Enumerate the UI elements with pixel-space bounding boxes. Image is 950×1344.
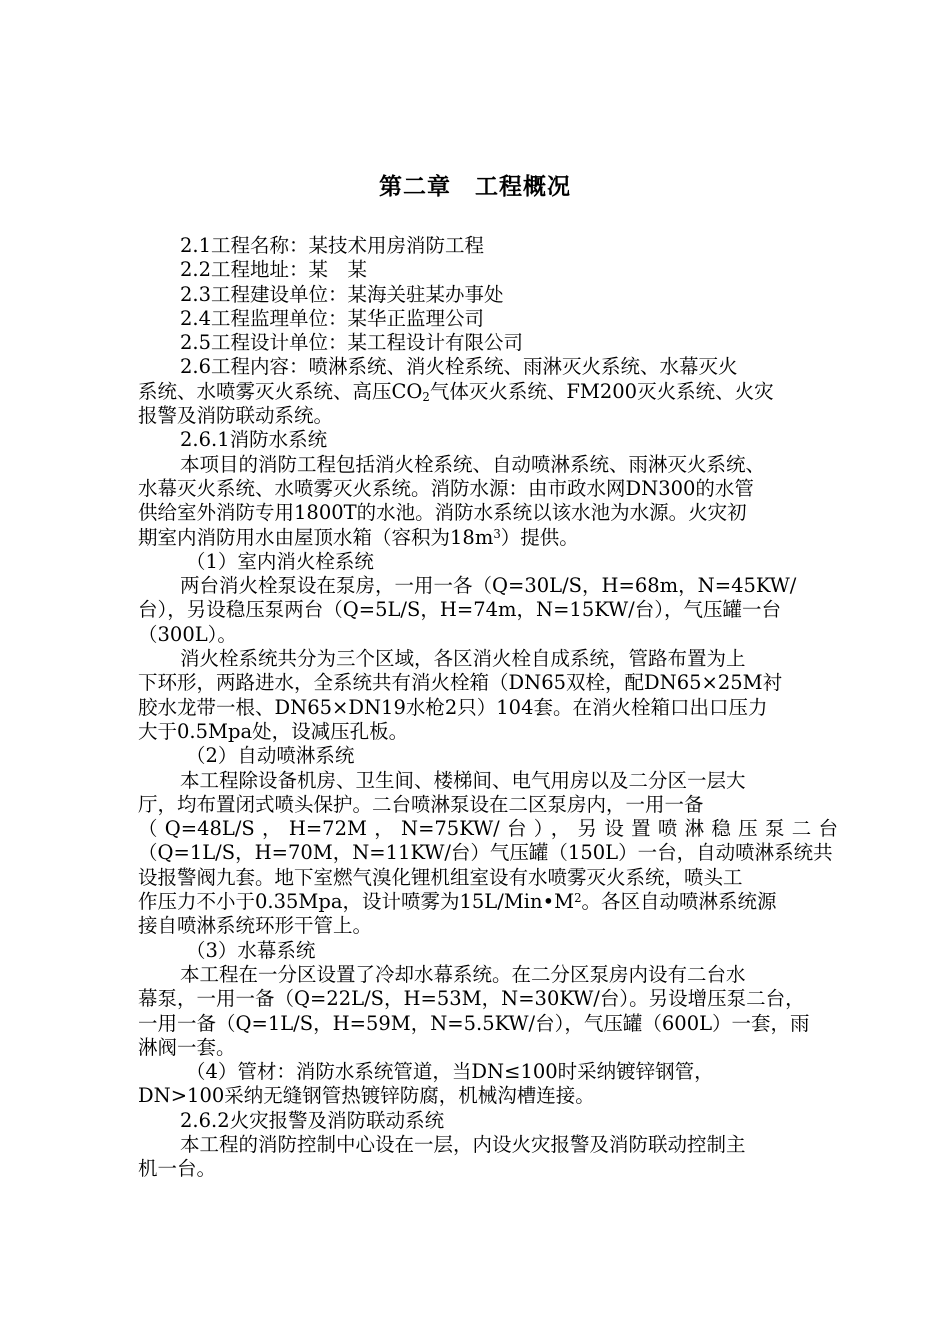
text-line: 下环形，两路进水，全系统共有消火栓箱（DN65双栓，配DN65×25M衬	[138, 671, 783, 695]
text-line: 设报警阀九套。地下室燃气溴化锂机组室设有水喷雾灭火系统，喷头工	[138, 865, 743, 889]
text-line: 2.2工程地址：某 某	[180, 258, 368, 282]
text-line: 2.6工程内容：喷淋系统、消火栓系统、雨淋灭火系统、水幕灭火	[180, 355, 738, 379]
text-line: 供给室外消防专用1800T的水池。消防水系统以该水池为水源。火灾初	[138, 501, 747, 525]
chapter-title: 第二章 工程概况	[379, 174, 571, 200]
text-span: 期室内消防用水由屋顶水箱（容积为18m	[138, 525, 494, 549]
text-line: （4）管材：消防水系统管道，当DN≤100时采纳镀锌钢管，	[186, 1060, 714, 1084]
text-span: ）提供。	[500, 525, 579, 549]
text-line: 幕泵，一用一备（Q=22L/S，H=53M，N=30KW/台）。另设增压泵二台，	[138, 987, 805, 1011]
text-line	[138, 526, 838, 550]
text-line: （300L）。	[138, 622, 237, 646]
text-line: （1）室内消火栓系统	[186, 549, 374, 573]
text-line: （2）自动喷淋系统	[186, 744, 355, 768]
text-line: 一用一备（Q=1L/S，H=59M，N=5.5KW/台），气压罐（600L）一套，雨	[138, 1011, 810, 1035]
text-line: 本工程除设备机房、卫生间、楼梯间、电气用房以及二分区一层大	[180, 768, 746, 792]
text-line: 台），另设稳压泵两台（Q=5L/S，H=74m，N=15KW/台），气压罐一台	[138, 598, 781, 622]
text-line: 消火栓系统共分为三个区域，各区消火栓自成系统，管路布置为上	[180, 647, 746, 671]
text-line	[138, 380, 838, 404]
text-line: 机一台。	[138, 1157, 217, 1181]
text-line: 2.5工程设计单位：某工程设计有限公司	[180, 331, 524, 355]
text-line: 胶水龙带一根、DN65×DN19水枪2只）104套。在消火栓箱口出口压力	[138, 695, 768, 719]
text-line: 两台消火栓泵设在泵房，一用一各（Q=30L/S，H=68m，N=45KW/	[180, 574, 797, 598]
text-span: 。各区自动喷淋系统源	[581, 890, 777, 914]
text-line: 报警及消防联动系统。	[138, 404, 334, 428]
text-line	[138, 890, 838, 914]
text-span: 作压力不小于0.35Mpa，设计喷雾为15L/Min•M	[138, 890, 575, 914]
text-line: DN>100采纳无缝钢管热镀锌防腐，机械沟槽连接。	[138, 1084, 595, 1108]
document-body	[138, 234, 838, 1182]
text-line: （Q=1L/S，H=70M，N=11KW/台）气压罐（150L）一台，自动喷淋系统共	[138, 841, 833, 865]
superscript: 2	[574, 891, 582, 906]
text-line: 2.6.1消防水系统	[180, 428, 328, 452]
text-line: 本工程的消防控制中心设在一层，内设火灾报警及消防联动控制主	[180, 1132, 746, 1156]
text-span: 系统、水喷雾灭火系统、高压CO	[138, 379, 423, 403]
text-line: 水幕灭火系统、水喷雾灭火系统。消防水源：由市政水网DN300的水管	[138, 476, 754, 500]
text-line: 大于0.5Mpa处，设减压孔板。	[138, 719, 409, 743]
subscript: 2	[422, 389, 430, 404]
text-line: 淋阀一套。	[138, 1035, 236, 1059]
text-line: 2.1工程名称：某技术用房消防工程	[180, 234, 485, 257]
text-line: 接自喷淋系统环形干管上。	[138, 914, 373, 938]
text-line: （3）水幕系统	[186, 938, 316, 962]
text-line: 本工程在一分区设置了冷却水幕系统。在二分区泵房内设有二台水	[180, 962, 746, 986]
text-line: 本项目的消防工程包括消火栓系统、自动喷淋系统、雨淋灭火系统、	[180, 452, 766, 476]
text-line: 2.6.2火灾报警及消防联动系统	[180, 1108, 445, 1132]
text-line: 厅，均布置闭式喷头保护。二台喷淋泵设在二区泵房内，一用一备	[138, 792, 704, 816]
text-line: 2.3工程建设单位：某海关驻某办事处	[180, 282, 504, 306]
text-span: 气体灭火系统、FM200灭火系统、火灾	[429, 379, 774, 403]
text-line: 2.4工程监理单位：某华正监理公司	[180, 306, 485, 330]
text-line: （Q=48L/S，H=72M，N=75KW/台），另设置喷淋稳压泵二台	[138, 817, 838, 841]
superscript: 3	[493, 526, 501, 541]
